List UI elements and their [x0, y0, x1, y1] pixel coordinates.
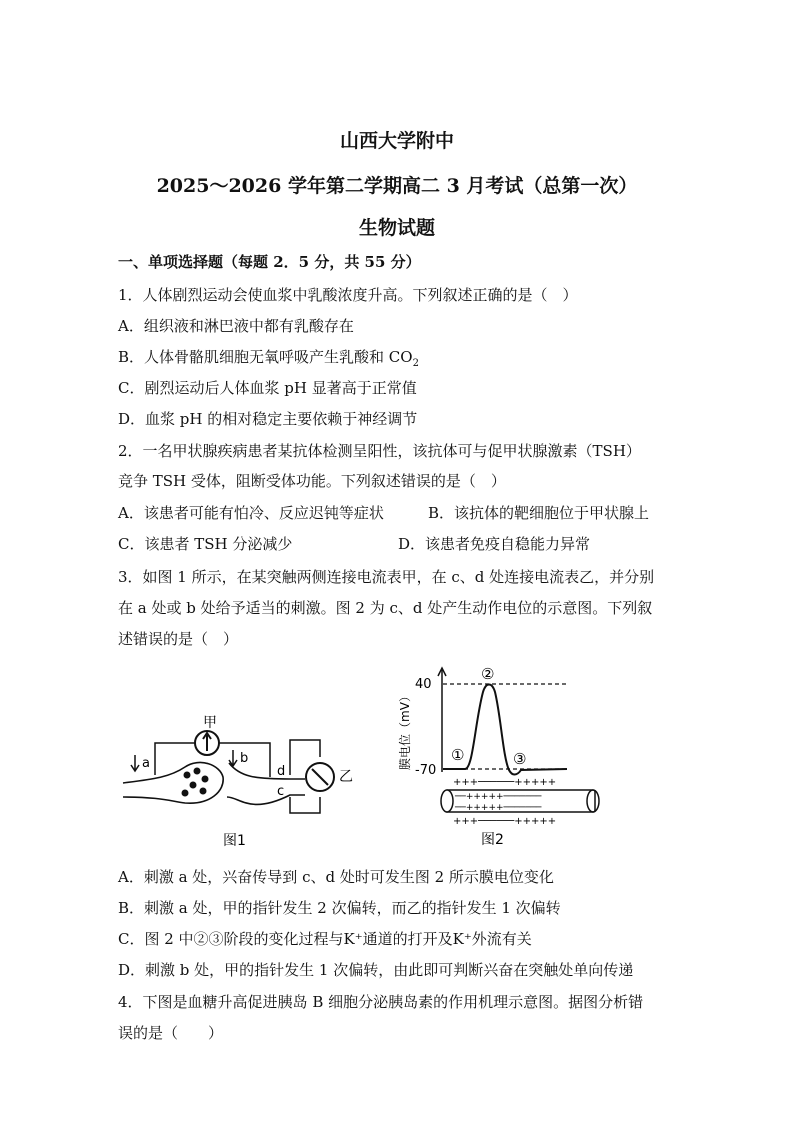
section-heading: 一、单项选择题（每题 2．5 分，共 55 分） — [118, 253, 421, 271]
q3-option-a: A．刺激 a 处，兴奋传导到 c、d 处时可发生图 2 所示膜电位变化 — [118, 868, 554, 886]
presynaptic-terminal — [123, 762, 223, 803]
membrane-charges-outer-top: +++──────+++++ — [453, 777, 557, 788]
vesicle — [200, 788, 207, 795]
vesicle — [202, 776, 209, 783]
q2-option-c: C．该患者 TSH 分泌减少 — [118, 535, 293, 553]
label-a: a — [142, 756, 150, 771]
meter-jia-wire-left — [155, 743, 195, 775]
stage-1-label: ① — [451, 746, 465, 764]
q2-option-d: D．该患者免疫自稳能力异常 — [398, 535, 591, 553]
meter-yi-label: 乙 — [339, 769, 353, 785]
vesicle — [184, 772, 191, 779]
q1-stem: 1．人体剧烈运动会使血浆中乳酸浓度升高。下列叙述正确的是（ ） — [118, 286, 578, 304]
q1-option-a: A．组织液和淋巴液中都有乳酸存在 — [118, 317, 354, 335]
q4-stem-line1: 4．下图是血糖升高促进胰岛 B 细胞分泌胰岛素的作用机理示意图。据图分析错 — [118, 993, 644, 1011]
tick-minus-70: -70 — [415, 763, 437, 778]
tick-40: 40 — [415, 677, 432, 692]
figure-2-caption: 图2 — [481, 832, 504, 848]
q3-stem-line3: 述错误的是（ ） — [118, 630, 239, 648]
membrane-charges-outer-bottom: +++──────+++++ — [453, 816, 557, 827]
q1-option-b — [118, 346, 419, 369]
q2-option-a: A．该患者可能有怕冷、反应迟钝等症状 — [118, 504, 384, 522]
vesicle — [182, 790, 189, 797]
figure-2-action-potential — [395, 662, 605, 852]
q3-option-b: B．刺激 a 处，甲的指针发生 2 次偏转，而乙的指针发生 1 次偏转 — [118, 899, 561, 917]
membrane-charges-inner-top: ──+++++─────── — [455, 792, 542, 802]
membrane-charges-inner-bottom: ──+++++─────── — [455, 803, 542, 813]
q2-stem-line2: 竞争 TSH 受体，阻断受体功能。下列叙述错误的是（ ） — [118, 472, 506, 490]
q1-option-b-text: B．人体骨骼肌细胞无氧呼吸产生乳酸和 CO — [118, 348, 413, 366]
figure-1-caption: 图1 — [223, 833, 246, 849]
q1-option-c: C．剧烈运动后人体血浆 pH 显著高于正常值 — [118, 379, 417, 397]
q3-option-d: D．刺激 b 处，甲的指针发生 1 次偏转，由此即可判断兴奋在突触处单向传递 — [118, 961, 634, 979]
stage-3-label: ③ — [513, 750, 527, 768]
q3-option-c: C．图 2 中②③阶段的变化过程与K⁺通道的打开及K⁺外流有关 — [118, 930, 532, 948]
q2-stem-line1: 2．一名甲状腺疾病患者某抗体检测呈阳性，该抗体可与促甲状腺激素（TSH） — [118, 442, 641, 460]
q4-stem-line2: 误的是（ ） — [118, 1024, 224, 1042]
meter-yi-wire-c — [290, 797, 320, 813]
label-b: b — [240, 751, 249, 766]
meter-jia-needle-icon — [203, 733, 211, 751]
nerve-fiber-end — [587, 790, 599, 812]
school-name: 山西大学附中 — [339, 130, 454, 152]
nerve-fiber-end — [441, 790, 453, 812]
figure-1-synapse-diagram — [115, 705, 365, 850]
q3-stem-line2: 在 a 处或 b 处给予适当的刺激。图 2 为 c、d 处产生动作电位的示意图。下列叙 — [118, 599, 653, 617]
label-c: c — [277, 784, 285, 799]
y-axis-label: 膜电位（mV） — [398, 690, 412, 770]
stage-2-label: ② — [481, 665, 495, 683]
label-d: d — [277, 764, 286, 779]
q1-option-d: D．血浆 pH 的相对稳定主要依赖于神经调节 — [118, 410, 418, 428]
postsynaptic-membrane-bottom — [227, 795, 305, 804]
vesicle — [190, 782, 197, 789]
q3-stem-line1: 3．如图 1 所示，在某突触两侧连接电流表甲，在 c、d 处连接电流表乙，并分别 — [118, 568, 655, 586]
meter-yi-needle-icon — [312, 769, 328, 785]
subject-title: 生物试题 — [358, 217, 435, 239]
vesicle — [194, 768, 201, 775]
stimulus-a-arrow-icon — [131, 755, 139, 771]
q2-option-b: B．该抗体的靶细胞位于甲状腺上 — [428, 504, 650, 522]
q1-option-b-subscript: 2 — [412, 358, 419, 369]
meter-jia-label: 甲 — [203, 715, 217, 731]
exam-title: 2025～2026 学年第二学期高二 3 月考试（总第一次） — [156, 175, 638, 197]
meter-yi-wire-d — [290, 740, 320, 775]
